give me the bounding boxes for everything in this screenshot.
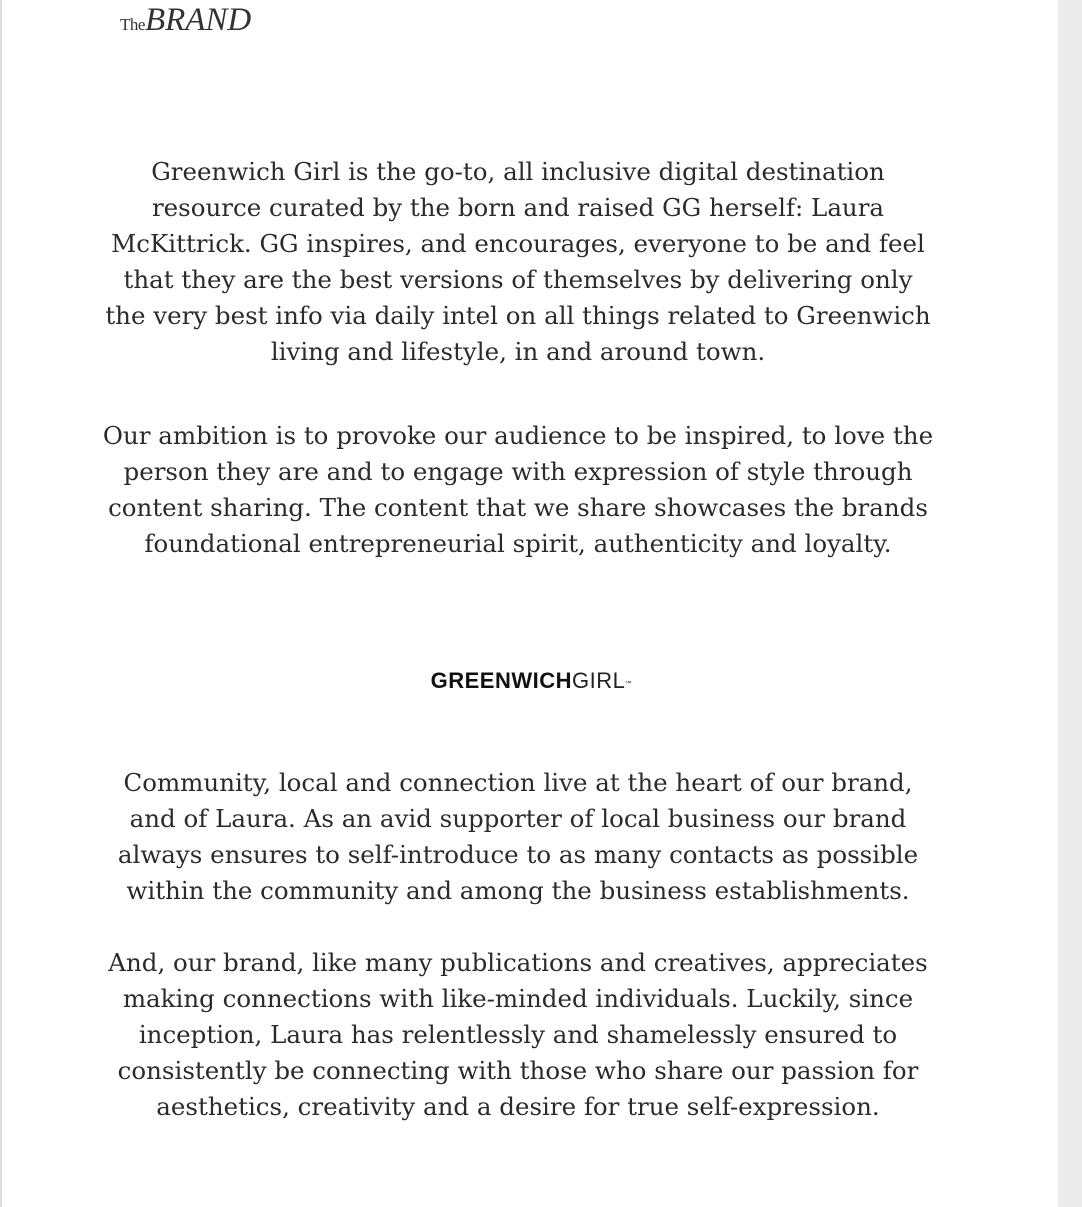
section-heading-title: BRAND — [144, 2, 252, 38]
trademark-mark: ™ — [625, 681, 632, 687]
ambition-paragraph: Our ambition is to provoke our audience to be inspired, to love the person they are and to engage with expression of style through content sharing. The content that we share showcases the brands foundational entrepreneurial spirit, authenticity and loyalty. — [102, 421, 934, 558]
section-heading — [120, 2, 251, 39]
intro-paragraph: Greenwich Girl is the go-to, all inclusive digital destination resource curated by the born and raised GG herself: Laura McKittrick. GG inspires, and encourages, everyone to be and feel that they are the best versions of themselves by delivering only the very best info via daily intel on all things related to Greenwich living and lifestyle, in and around town. — [105, 157, 931, 366]
section-heading-prefix: The — [120, 15, 145, 34]
community-paragraph: Community, local and connection live at the heart of our brand, and of Laura. As an avid supporter of local business our brand always ensures to self-introduce to as many contacts as possible within the community and among the business establishments. — [117, 768, 919, 905]
connections-paragraph: And, our brand, like many publications and creatives, appreciates making connections with like-minded individuals. Luckily, since inception, Laura has relentlessly and shamelessly ensured to consistently be connecting with those who share our passion for aesthetics, creativity and a desire for true self-expression. — [108, 948, 928, 1121]
greenwich-girl-logo — [2, 666, 1060, 696]
logo-bold-text: GREENWICH — [430, 668, 573, 693]
logo-light-text: GIRL — [572, 668, 626, 693]
